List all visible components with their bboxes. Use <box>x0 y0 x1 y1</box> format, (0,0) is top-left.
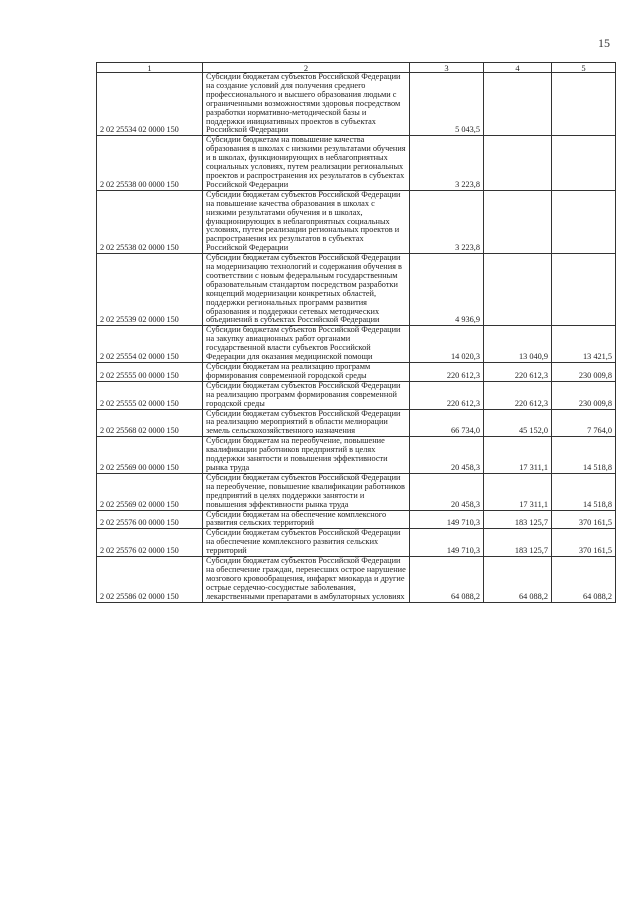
amount-year-2: 64 088,2 <box>484 557 552 603</box>
budget-code: 2 02 25576 00 0000 150 <box>97 510 203 529</box>
budget-code: 2 02 25569 02 0000 150 <box>97 473 203 510</box>
amount-year-1: 64 088,2 <box>410 557 484 603</box>
amount-year-3: 7 764,0 <box>552 409 616 437</box>
revenue-name: Субсидии бюджетам на переобучение, повышение квалификации работников предприятий в целях поддержки занятости и повышения эффективности рынка труда <box>203 437 410 474</box>
page-number: 15 <box>598 36 610 50</box>
budget-code: 2 02 25538 00 0000 150 <box>97 136 203 190</box>
budget-code: 2 02 25586 02 0000 150 <box>97 557 203 603</box>
table-row <box>97 190 616 253</box>
column-header-amount-1: 3 <box>410 63 484 73</box>
amount-year-1: 3 223,8 <box>410 190 484 253</box>
amount-year-2: 220 612,3 <box>484 363 552 382</box>
amount-year-2: 45 152,0 <box>484 409 552 437</box>
revenue-name: Субсидии бюджетам субъектов Российской Федерации на переобучение, повышение квалификации работников предприятий в целях поддержки занятости и повышения эффективности рынка труда <box>203 473 410 510</box>
amount-year-1: 220 612,3 <box>410 381 484 409</box>
budget-code: 2 02 25569 00 0000 150 <box>97 437 203 474</box>
table-row <box>97 529 616 557</box>
budget-code: 2 02 25555 00 0000 150 <box>97 363 203 382</box>
amount-year-1: 5 043,5 <box>410 73 484 136</box>
budget-code: 2 02 25554 02 0000 150 <box>97 326 203 363</box>
table-row <box>97 557 616 603</box>
revenue-name: Субсидии бюджетам субъектов Российской Федерации на обеспечение комплексного развития сельских территорий <box>203 529 410 557</box>
amount-year-1: 20 458,3 <box>410 437 484 474</box>
column-number-header-row <box>97 63 616 73</box>
revenue-name: Субсидии бюджетам субъектов Российской Федерации на реализацию мероприятий в области мелиорации земель сельскохозяйственного назначения <box>203 409 410 437</box>
amount-year-1: 149 710,3 <box>410 510 484 529</box>
revenue-name: Субсидии бюджетам субъектов Российской Федерации на закупку авиационных работ органами государственной власти субъектов Российской Федерации для оказания медицинской помощи <box>203 326 410 363</box>
amount-year-3: 230 009,8 <box>552 381 616 409</box>
amount-year-3 <box>552 73 616 136</box>
column-header-amount-2: 4 <box>484 63 552 73</box>
amount-year-3 <box>552 136 616 190</box>
amount-year-3: 64 088,2 <box>552 557 616 603</box>
revenue-name: Субсидии бюджетам на повышение качества образования в школах с низкими результатами обучения и в школах, функционирующих в неблагоприятных социальных условиях, путем реализации региональных проектов и распространения их результатов в субъектах Российской Федерации <box>203 136 410 190</box>
amount-year-2 <box>484 136 552 190</box>
amount-year-2: 17 311,1 <box>484 437 552 474</box>
amount-year-1: 66 734,0 <box>410 409 484 437</box>
amount-year-1: 14 020,3 <box>410 326 484 363</box>
revenue-name: Субсидии бюджетам на реализацию программ формирования современной городской среды <box>203 363 410 382</box>
amount-year-3: 14 518,8 <box>552 437 616 474</box>
table-row <box>97 254 616 326</box>
amount-year-2 <box>484 254 552 326</box>
budget-code: 2 02 25568 02 0000 150 <box>97 409 203 437</box>
revenue-name: Субсидии бюджетам субъектов Российской Федерации на реализацию программ формирования современной городской среды <box>203 381 410 409</box>
amount-year-2: 17 311,1 <box>484 473 552 510</box>
column-header-amount-3: 5 <box>552 63 616 73</box>
table-row <box>97 510 616 529</box>
budget-code: 2 02 25538 02 0000 150 <box>97 190 203 253</box>
budget-code: 2 02 25539 02 0000 150 <box>97 254 203 326</box>
amount-year-1: 220 612,3 <box>410 363 484 382</box>
revenue-name: Субсидии бюджетам на обеспечение комплексного развития сельских территорий <box>203 510 410 529</box>
amount-year-1: 20 458,3 <box>410 473 484 510</box>
amount-year-2 <box>484 190 552 253</box>
column-header-code: 1 <box>97 63 203 73</box>
amount-year-3: 230 009,8 <box>552 363 616 382</box>
table-row <box>97 363 616 382</box>
amount-year-2: 183 125,7 <box>484 529 552 557</box>
table-row <box>97 473 616 510</box>
budget-revenue-table <box>96 62 616 603</box>
revenue-name: Субсидии бюджетам субъектов Российской Федерации на обеспечение граждан, перенесших острое нарушение мозгового кровообращения, инфаркт миокарда и другие острые сердечно-сосудистые заболевания, лекарственными препаратами в амбулаторных условиях <box>203 557 410 603</box>
table-row <box>97 326 616 363</box>
table-row <box>97 136 616 190</box>
table-row <box>97 381 616 409</box>
amount-year-3: 370 161,5 <box>552 529 616 557</box>
amount-year-2 <box>484 73 552 136</box>
column-header-name: 2 <box>203 63 410 73</box>
budget-code: 2 02 25576 02 0000 150 <box>97 529 203 557</box>
revenue-name: Субсидии бюджетам субъектов Российской Федерации на создание условий для получения среднего профессионального и высшего образования людьми с ограниченными возможностями здоровья посредством разработки нормативно-методической базы и поддержки инициативных проектов в субъектах Российской Федерации <box>203 73 410 136</box>
amount-year-1: 149 710,3 <box>410 529 484 557</box>
amount-year-3 <box>552 190 616 253</box>
budget-code: 2 02 25534 02 0000 150 <box>97 73 203 136</box>
table-row <box>97 73 616 136</box>
budget-code: 2 02 25555 02 0000 150 <box>97 381 203 409</box>
amount-year-3: 370 161,5 <box>552 510 616 529</box>
revenue-name: Субсидии бюджетам субъектов Российской Федерации на повышение качества образования в школах с низкими результатами обучения и в школах, функционирующих в неблагоприятных социальных условиях, путем реализации региональных проектов и распространения их результатов в субъектах Российской Федерации <box>203 190 410 253</box>
amount-year-2: 220 612,3 <box>484 381 552 409</box>
amount-year-1: 3 223,8 <box>410 136 484 190</box>
amount-year-3: 13 421,5 <box>552 326 616 363</box>
amount-year-3 <box>552 254 616 326</box>
amount-year-2: 183 125,7 <box>484 510 552 529</box>
amount-year-2: 13 040,9 <box>484 326 552 363</box>
table-row <box>97 409 616 437</box>
revenue-name: Субсидии бюджетам субъектов Российской Федерации на модернизацию технологий и содержания обучения в соответствии с новым федеральным государственным образовательным стандартом посредством разработки концепций модернизации конкретных областей, поддержки региональных программ развития образования и поддержки сетевых методических объединений в субъектах Российской Федерации <box>203 254 410 326</box>
table-row <box>97 437 616 474</box>
amount-year-3: 14 518,8 <box>552 473 616 510</box>
amount-year-1: 4 936,9 <box>410 254 484 326</box>
